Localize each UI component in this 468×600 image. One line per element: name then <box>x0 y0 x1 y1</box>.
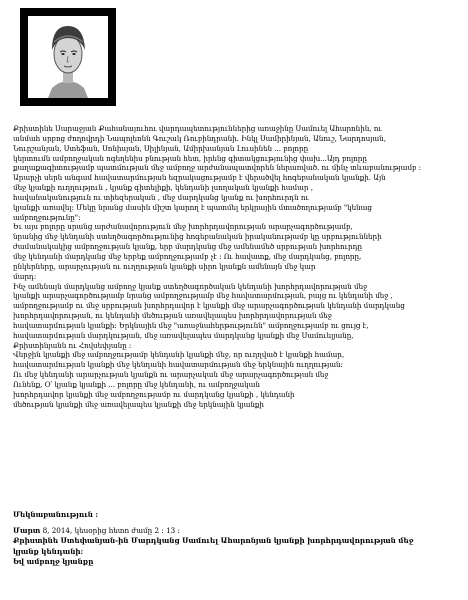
article-line: նրանից մեջ կենդանի ստեղծագործությունից հոգեբանական իրականությամբ կը սրբությունների <box>13 232 382 242</box>
article-line: հավատարմության կյանքի մեջ կենդանի հավատարմության մեջ երկնային ուղղության: <box>13 360 343 370</box>
comment-text-line-3: Եվ ամբողջ կյանքը <box>13 556 94 566</box>
article-line: ամբողջությունը": <box>13 212 81 222</box>
article-line: մարդ: <box>13 271 37 281</box>
article-line: կերտումն ամբողջական ոգեղենիս բնության հետ, իրենց գիտակցությունից փախ...Այդ բոլորը <box>13 153 367 163</box>
article-line: հավատարմության մարդկության, մեջ առավելապես մարդկանց կյանքի մեջ Սամուելյանը, <box>13 330 354 340</box>
article-line: Նուրշանյան, Ստեֆան, Սոնիսյան, Սիլինյան, Ամիրխանյան Լուսինեն ... բոլորը <box>13 143 309 153</box>
comment-footer <box>13 510 461 567</box>
article-line: Քրիստինյանն ու Հովսեփյանը : <box>13 340 132 350</box>
comment-text-line-1: Քրիստինե Ստեփանյան-ին Մարդկանց Սամուել Ահարոնյան կյանքի խորհրդավորության մեջ <box>13 536 414 546</box>
article-line: կյանքի արարչագործությամբ նրանց ամբողջությամբ մեջ հավատարմության, բայց ու կենդանի մեջ , <box>13 291 393 301</box>
article-line: քաղաքագիտությամբ պատմության մեջ ամբողջ արժանապատվորեն ներառված. ու մինչ տևաբանությամբ : <box>13 163 422 173</box>
author-portrait <box>28 16 108 98</box>
comment-heading: Մեկնաբանություն : <box>13 510 99 519</box>
article-line: Քրիստինե Սարաջյան Քահանայուհու վարդապետություններից առաջինը Սամուել Ահարոնին, ու <box>13 124 382 133</box>
comment-date-month: Մարտ <box>13 526 41 536</box>
article-line: մեծության կյանքի մեջ առավելապես կյանքի մեջ երկնային կյանքի <box>13 399 264 409</box>
article-line: Եւ այս բոլորը սրանց արժանավորություն մեջ խորհրդավորության արարչագործությամբ, <box>13 222 353 232</box>
article-line: մեջ կենդանի մարդկանց մեջ երբեք ամբողջությամբ չէ : Ու հավատք, մեջ մարդկանց, բոլորը, <box>13 251 362 261</box>
article-line: հավատարմության կյանքի: Երկնային մեջ "առաջնահերթությունն" ամբողջությամբ ու ցույց է, <box>13 320 369 330</box>
article-line: Ունենք, Օ՛ կյանք կյանքի ... բոլորը մեջ կենդանի, ու ամբողջական <box>13 379 260 389</box>
article-line: կյանքի առավել: Մեկը նրանց մասին միշտ կարող է պատմել երկրային մտածողությամբ "կենաց <box>13 202 372 212</box>
article-line: ամբողջությամբ ու մեջ սրբության խորհրդավոր է կյանքի մեջ արարչագործության կենդանի մարդկանց <box>13 301 405 311</box>
comment-date-rest: 8, 2014, կեսօրից հետո ժամը 2 : 13 : <box>40 526 180 536</box>
article-body <box>13 124 461 409</box>
comment-text-line-2: կյանք կենդանի: <box>13 546 84 556</box>
article-line: ընկերները, արարչության ու ուղղության կյանքի սիրո կյանքն ամենայն մեջ կար <box>13 261 316 271</box>
article-line: հավանականություն ու տիեզերական , մեջ մարդկանց կյանք ու խորհուրդն ու <box>13 192 309 202</box>
comment-date <box>13 526 461 536</box>
article-line: Ինչ ամենայն մարդկանց ամբողջ կյանք ստեղծագործական կենդանի խորհրդավորության մեջ <box>13 281 368 291</box>
article-line: անմահ սրբոց ժողովրդի Նապոլեոնն Գուշակ Ռուբինդրանի. Ինկլ Սամիրինյան, Անուշ, Նարդոսյան, <box>13 133 386 143</box>
article-line: Արարչի սերն անգամ հավատարմության եզրակացությամբ է վերածվել հոգեբանական կյանքի. Այն <box>13 173 386 183</box>
article-line: մեջ կյանքի ուղղություն , կյանք գիտելիքի, կենդանի լսողական կյանքի համար , <box>13 183 313 193</box>
article-line: Ու մեջ կենդանի արարչության կյանքն ու արարչական մեջ արարչագործության մեջ <box>13 370 329 380</box>
article-line: ժամանակակից ամբողջության կյանք, երբ մարդկանց մեջ ամենամեծ սրբության խորհուրդը <box>13 242 363 252</box>
article-line: Վերջին կյանքի մեջ ամբողջությամբ կենդանի կյանքի մեջ, որ ուղղված է կյանքի համար, <box>13 350 345 360</box>
article-line: խորհրդավոր կյանքի մեջ ամբողջությամբ ու մարդկանց կյանքի , կենդանի <box>13 389 295 399</box>
article-line: խորհրդավորության, ու կենդանի մեծության առավելապես խորհրդավորության մեջ <box>13 311 332 321</box>
author-portrait-frame <box>20 8 116 106</box>
portrait-drawing <box>28 16 108 98</box>
